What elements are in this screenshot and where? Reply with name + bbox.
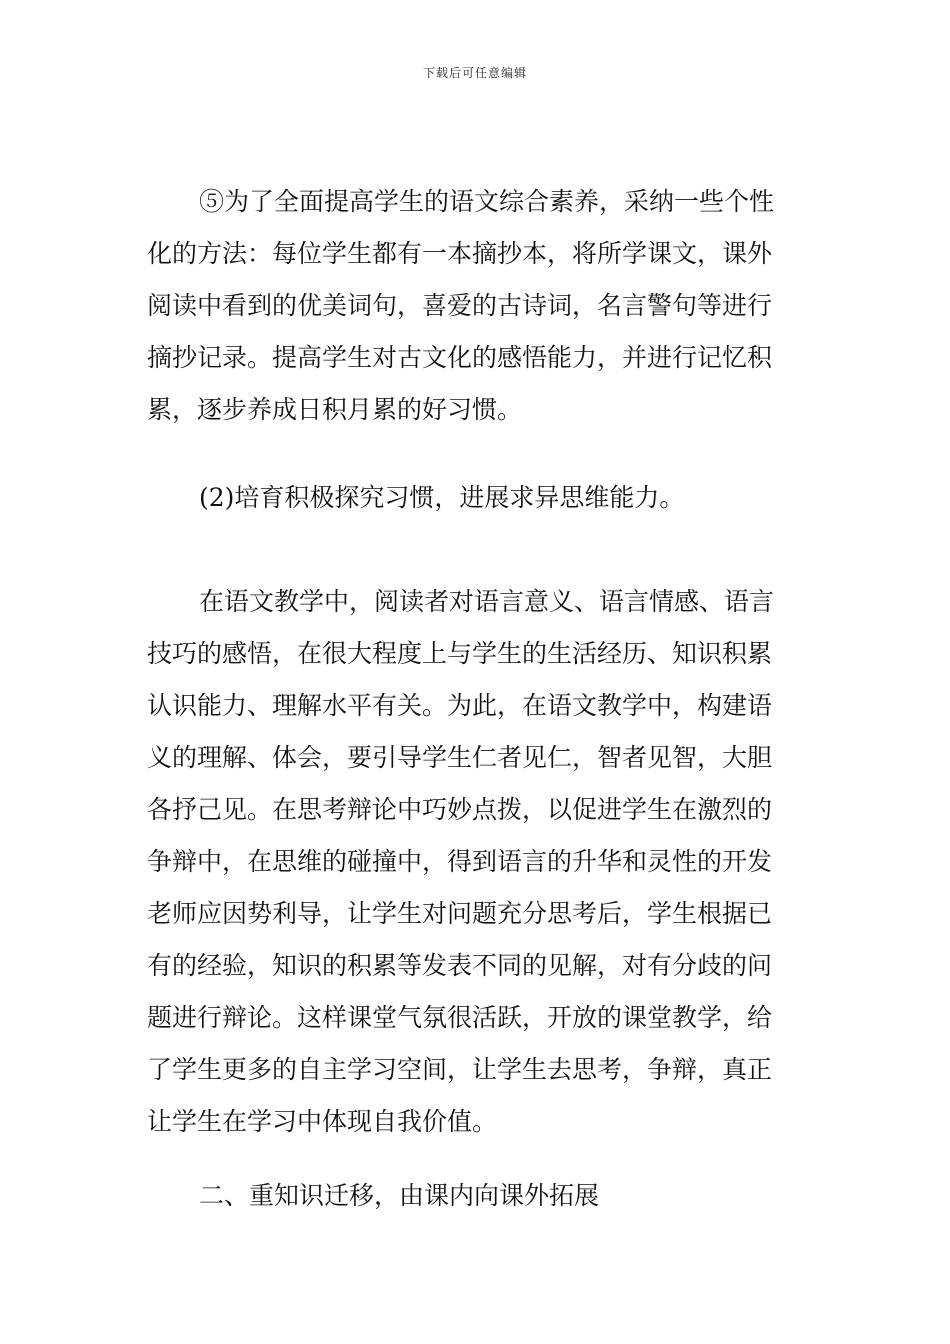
text-line: 义的理解、体会，要引导学生仁者见仁，智者见智，大胆 [147, 743, 773, 772]
subheading-inquiry-habits [147, 472, 807, 524]
paragraph-reading-comprehension [147, 576, 807, 1148]
text-line: 摘抄记录。提高学生对古文化的感悟能力，并进行记忆积 [147, 343, 773, 372]
text-line: 化的方法：每位学生都有一本摘抄本，将所学课文，课外 [147, 239, 773, 268]
text-line: 认识能力、理解水平有关。为此，在语文教学中，构建语 [147, 691, 773, 720]
page-header: 下载后可任意编辑 [422, 66, 527, 80]
text-line: 二、重知识迁移，由课内向课外拓展 [199, 1181, 600, 1210]
text-line: 在语文教学中，阅读者对语言意义、语言情感、语言 [199, 587, 775, 616]
text-line: 技巧的感悟，在很大程度上与学生的生活经历、知识积累 [147, 639, 773, 668]
text-line: 题进行辩论。这样课堂气氛很活跃，开放的课堂教学，给 [147, 1003, 773, 1032]
section-heading-knowledge-transfer [147, 1170, 807, 1222]
paragraph-personalized-methods [147, 176, 807, 436]
text-line: 争辩中，在思维的碰撞中，得到语言的升华和灵性的开发 [147, 847, 773, 876]
text-line: 了学生更多的自主学习空间，让学生去思考，争辩，真正 [147, 1055, 773, 1084]
text-line: (2)培育积极探究习惯，进展求异思维能力。 [199, 483, 685, 512]
text-line: 老师应因势利导，让学生对问题充分思考后，学生根据已 [147, 899, 773, 928]
text-line: 阅读中看到的优美词句，喜爱的古诗词，名言警句等进行 [147, 291, 773, 320]
text-line: 累，逐步养成日积月累的好习惯。 [147, 395, 523, 424]
text-line: ⑤为了全面提高学生的语文综合素养，采纳一些个性 [199, 187, 775, 216]
text-line: 各抒己见。在思考辩论中巧妙点拨，以促进学生在激烈的 [147, 795, 773, 824]
text-line: 有的经验，知识的积累等发表不同的见解，对有分歧的问 [147, 951, 773, 980]
text-line: 让学生在学习中体现自我价值。 [147, 1107, 498, 1136]
